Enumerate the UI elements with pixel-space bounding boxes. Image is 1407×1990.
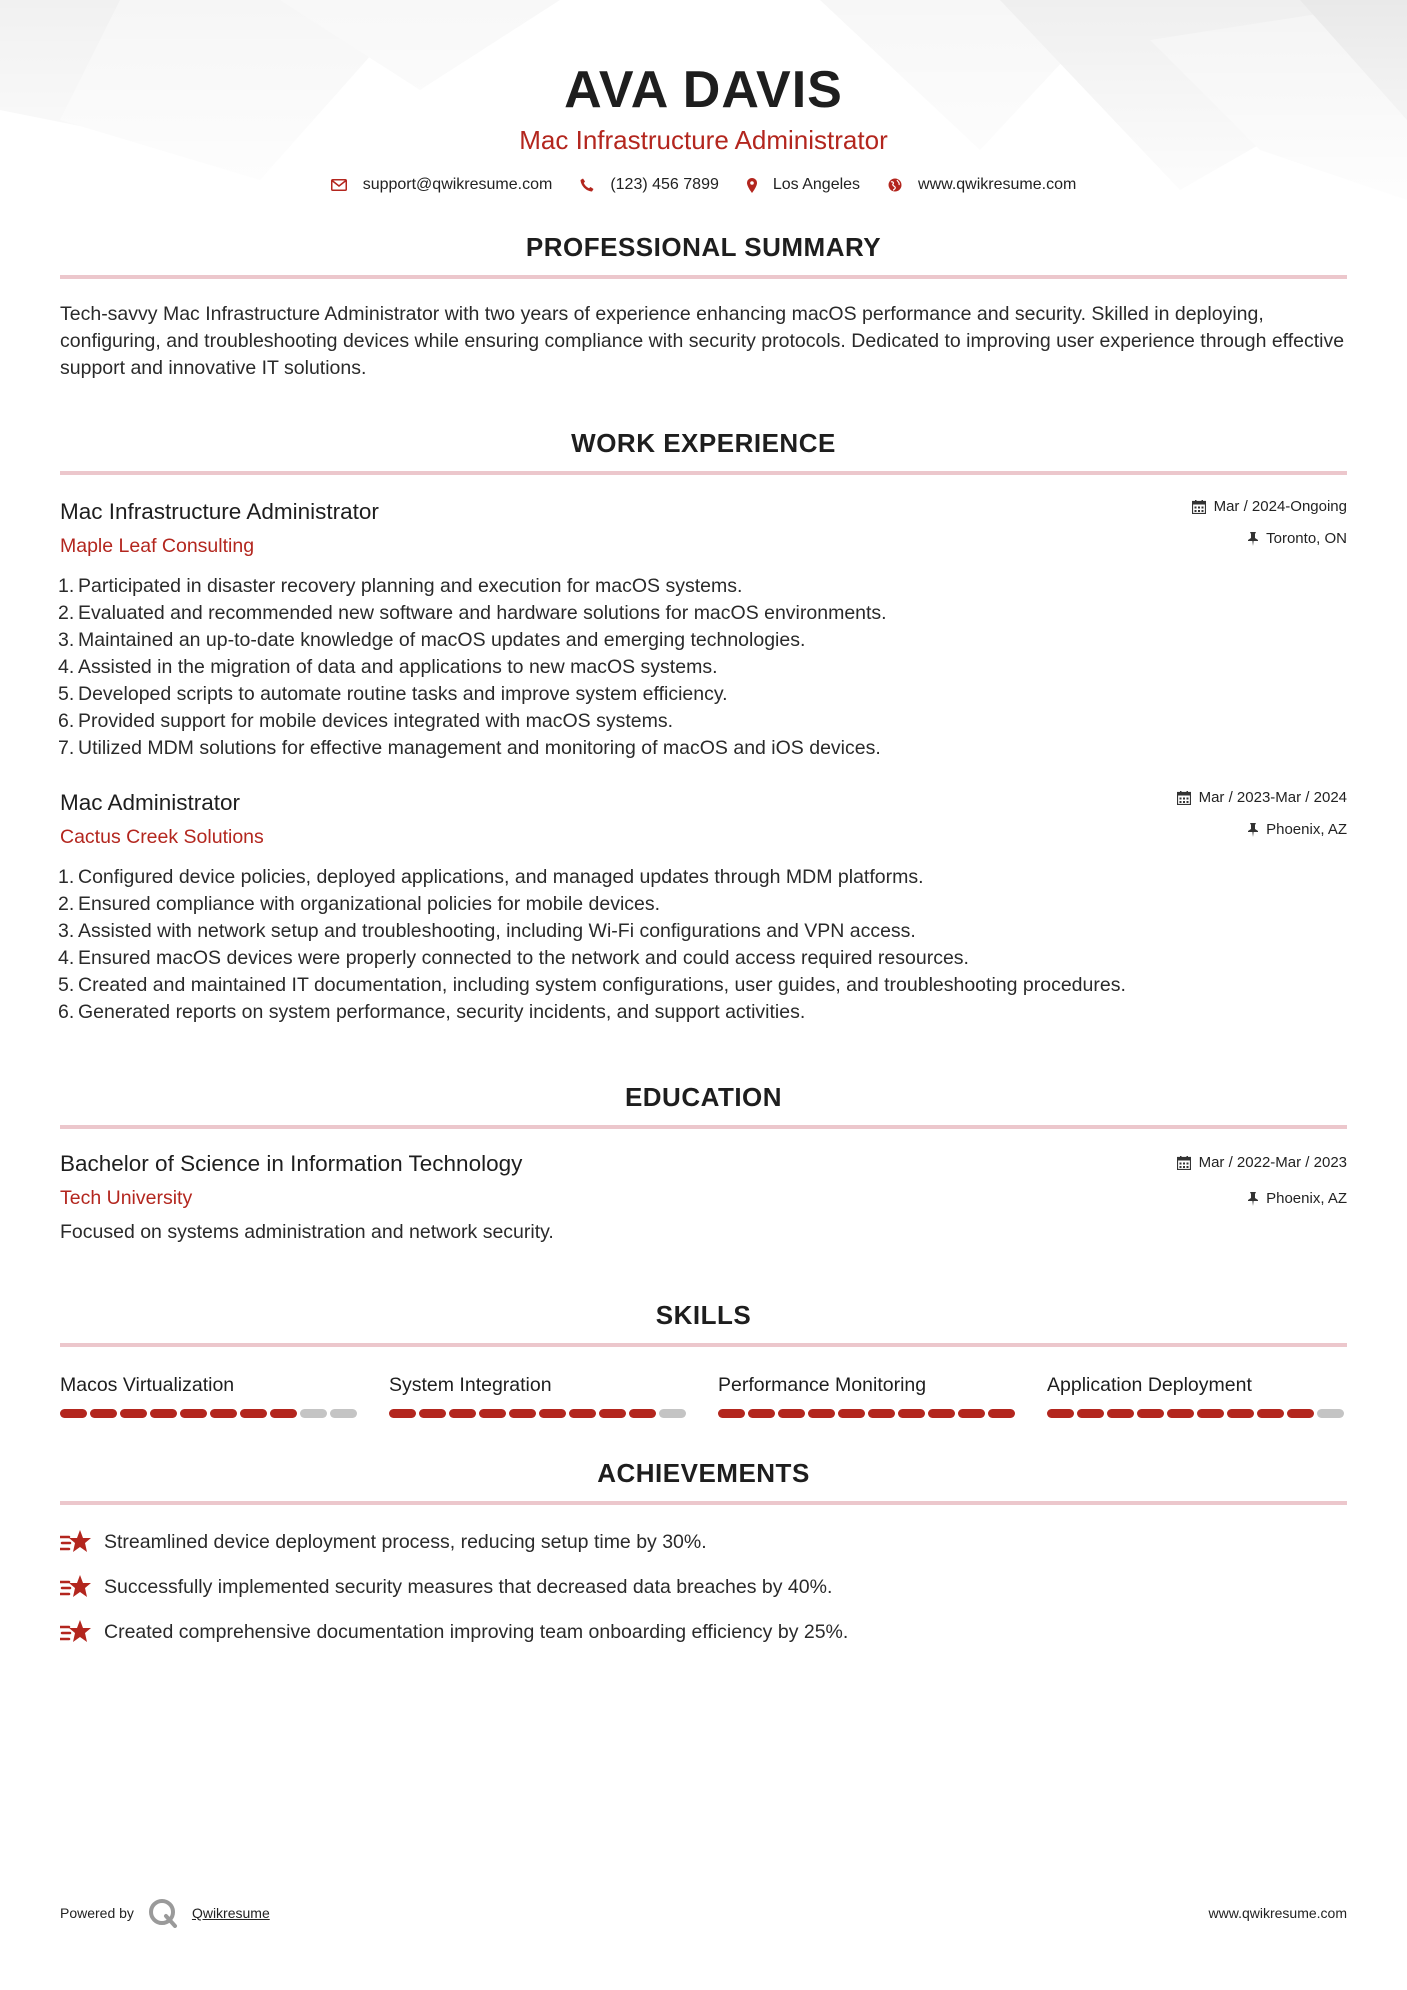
section-divider [60, 1501, 1347, 1505]
skill-level-segment [240, 1409, 267, 1418]
website-text: www.qwikresume.com [918, 176, 1077, 193]
skill-level-segment [928, 1409, 955, 1418]
skill-level-segment [718, 1409, 745, 1418]
skill-level-segment [389, 1409, 416, 1418]
skill-item [60, 1373, 360, 1418]
skill-level-segment [479, 1409, 506, 1418]
skill-name: Macos Virtualization [60, 1374, 235, 1396]
list-item: Ensured compliance with organizational policies for mobile devices. [78, 893, 661, 915]
contact-location [747, 176, 860, 194]
list-item: Generated reports on system performance, security incidents, and support activities. [78, 1001, 806, 1023]
job-company: Maple Leaf Consulting [60, 535, 255, 557]
skill-name: Application Deployment [1047, 1374, 1252, 1396]
list-item: Evaluated and recommended new software and hardware solutions for macOS environments. [78, 602, 887, 624]
skill-level-segment [509, 1409, 536, 1418]
contact-email[interactable] [331, 176, 553, 194]
skill-level-segment [838, 1409, 865, 1418]
skill-level-segment [330, 1409, 357, 1418]
skill-level-bar [1047, 1409, 1347, 1418]
achievement-list [60, 1527, 1347, 1647]
skill-level-segment [898, 1409, 925, 1418]
duty-list [60, 864, 1347, 1026]
list-item: Utilized MDM solutions for effective management and monitoring of macOS and iOS devices. [78, 737, 881, 759]
email-text: support@qwikresume.com [362, 176, 553, 193]
skill-level-segment [659, 1409, 686, 1418]
section-heading-education: EDUCATION [624, 1082, 783, 1112]
summary-text: Tech-savvy Mac Infrastructure Administrator with two years of experience enhancing macOS performance and security. Skilled in deploying, configuring, and troubleshooting devices while ensuring compliance with security protocols. Dedicated to improving user experience through effective support and innovative IT solutions. [60, 303, 1345, 379]
job-role: Mac Administrator [60, 790, 241, 815]
education-location [1177, 1189, 1347, 1209]
list-item: Assisted in the migration of data and applications to new macOS systems. [78, 656, 718, 678]
skills-grid [60, 1373, 1347, 1418]
job-dates-text: Mar / 2023-Mar / 2024 [1198, 789, 1347, 806]
job-dates [1192, 497, 1347, 517]
achievement-text: Successfully implemented security measures that decreased data breaches by 40%. [104, 1575, 833, 1598]
section-divider [60, 1343, 1347, 1347]
achievement-item [60, 1572, 1347, 1602]
skill-name: System Integration [389, 1374, 552, 1396]
list-item: Created and maintained IT documentation, including system configurations, user guides, and troubleshooting procedures. [78, 974, 1126, 996]
degree: Bachelor of Science in Information Technology [60, 1151, 523, 1176]
resume-header [60, 0, 1347, 194]
list-item: Maintained an up-to-date knowledge of macOS updates and emerging technologies. [78, 629, 806, 651]
job-location-text: Toronto, ON [1266, 530, 1347, 547]
skill-level-segment [629, 1409, 656, 1418]
candidate-title: Mac Infrastructure Administrator [519, 125, 888, 155]
envelope-icon [331, 179, 347, 191]
achievement-item [60, 1527, 1347, 1557]
skill-level-segment [270, 1409, 297, 1418]
powered-by [60, 1898, 270, 1928]
skill-level-segment [1167, 1409, 1194, 1418]
skill-level-segment [1047, 1409, 1074, 1418]
phone-text: (123) 456 7899 [610, 176, 719, 193]
page-footer [60, 1898, 1347, 1928]
job-location [1192, 529, 1347, 549]
skill-level-segment [778, 1409, 805, 1418]
contact-phone[interactable] [580, 176, 719, 194]
powered-by-label: Powered by [60, 1905, 134, 1921]
section-divider [60, 471, 1347, 475]
skill-level-segment [90, 1409, 117, 1418]
education-note: Focused on systems administration and network security. [60, 1221, 554, 1243]
skill-name: Performance Monitoring [718, 1374, 927, 1396]
skill-level-segment [60, 1409, 87, 1418]
section-heading-work: WORK EXPERIENCE [571, 428, 836, 458]
skill-level-segment [599, 1409, 626, 1418]
section-divider [60, 1125, 1347, 1129]
pushpin-icon [1248, 532, 1258, 546]
star-icon [60, 1574, 92, 1600]
skill-level-segment [988, 1409, 1015, 1418]
skill-level-segment [1107, 1409, 1134, 1418]
list-item: Provided support for mobile devices integrated with macOS systems. [78, 710, 674, 732]
section-heading-skills: SKILLS [655, 1300, 752, 1330]
candidate-name: AVA DAVIS [564, 61, 843, 119]
globe-icon [888, 178, 902, 192]
skill-level-segment [1077, 1409, 1104, 1418]
job-dates-text: Mar / 2024-Ongoing [1213, 498, 1347, 515]
achievement-text: Streamlined device deployment process, reducing setup time by 30%. [104, 1530, 707, 1553]
skill-level-segment [868, 1409, 895, 1418]
job-entry [60, 788, 1347, 1026]
location-text: Los Angeles [772, 176, 861, 193]
skill-level-segment [569, 1409, 596, 1418]
school: Tech University [60, 1187, 193, 1209]
qwikresume-logo-icon [148, 1898, 178, 1928]
contact-website[interactable] [888, 176, 1076, 194]
list-item: Participated in disaster recovery planning and execution for macOS systems. [78, 575, 743, 597]
calendar-icon [1177, 1156, 1191, 1170]
job-company: Cactus Creek Solutions [60, 826, 264, 848]
skill-level-segment [419, 1409, 446, 1418]
footer-website[interactable]: www.qwikresume.com [1208, 1905, 1347, 1921]
skill-level-segment [300, 1409, 327, 1418]
contact-bar [60, 176, 1347, 194]
skill-item [1047, 1373, 1347, 1418]
skill-level-segment [120, 1409, 147, 1418]
job-role: Mac Infrastructure Administrator [60, 499, 379, 524]
skill-level-segment [180, 1409, 207, 1418]
skill-level-segment [1137, 1409, 1164, 1418]
skill-level-segment [1317, 1409, 1344, 1418]
job-location-text: Phoenix, AZ [1266, 821, 1347, 838]
star-icon [60, 1619, 92, 1645]
skill-level-segment [1227, 1409, 1254, 1418]
skill-level-segment [449, 1409, 476, 1418]
section-heading-summary: PROFESSIONAL SUMMARY [525, 232, 882, 262]
skill-item [718, 1373, 1018, 1418]
achievement-item [60, 1617, 1347, 1647]
skill-level-segment [808, 1409, 835, 1418]
map-pin-icon [747, 178, 757, 193]
education-entry [60, 1149, 1347, 1244]
job-location [1177, 820, 1347, 840]
section-heading-achievements: ACHIEVEMENTS [597, 1458, 810, 1488]
calendar-icon [1192, 500, 1206, 514]
skill-level-segment [150, 1409, 177, 1418]
pushpin-icon [1248, 1192, 1258, 1206]
skill-level-segment [539, 1409, 566, 1418]
list-item: Configured device policies, deployed applications, and managed updates through MDM platforms. [78, 866, 924, 888]
skill-level-segment [210, 1409, 237, 1418]
duty-list [60, 573, 1347, 762]
skill-level-bar [389, 1409, 689, 1418]
skill-level-segment [1197, 1409, 1224, 1418]
education-location-text: Phoenix, AZ [1266, 1190, 1347, 1207]
skill-level-bar [60, 1409, 360, 1418]
list-item: Developed scripts to automate routine tasks and improve system efficiency. [78, 683, 728, 705]
skill-level-segment [1257, 1409, 1284, 1418]
job-entry [60, 497, 1347, 762]
section-divider [60, 275, 1347, 279]
skill-level-segment [958, 1409, 985, 1418]
job-dates [1177, 788, 1347, 808]
star-icon [60, 1529, 92, 1555]
skill-level-bar [718, 1409, 1018, 1418]
education-dates [1177, 1153, 1347, 1173]
list-item: Assisted with network setup and troubleshooting, including Wi-Fi configurations and VPN access. [78, 920, 916, 942]
skill-item [389, 1373, 689, 1418]
calendar-icon [1177, 791, 1191, 805]
education-dates-text: Mar / 2022-Mar / 2023 [1198, 1154, 1347, 1171]
pushpin-icon [1248, 823, 1258, 837]
phone-icon [580, 178, 594, 192]
list-item: Ensured macOS devices were properly connected to the network and could access required resources. [78, 947, 969, 969]
brand-link[interactable]: Qwikresume [191, 1905, 270, 1921]
achievement-text: Created comprehensive documentation improving team onboarding efficiency by 25%. [104, 1620, 849, 1643]
skill-level-segment [1287, 1409, 1314, 1418]
skill-level-segment [748, 1409, 775, 1418]
